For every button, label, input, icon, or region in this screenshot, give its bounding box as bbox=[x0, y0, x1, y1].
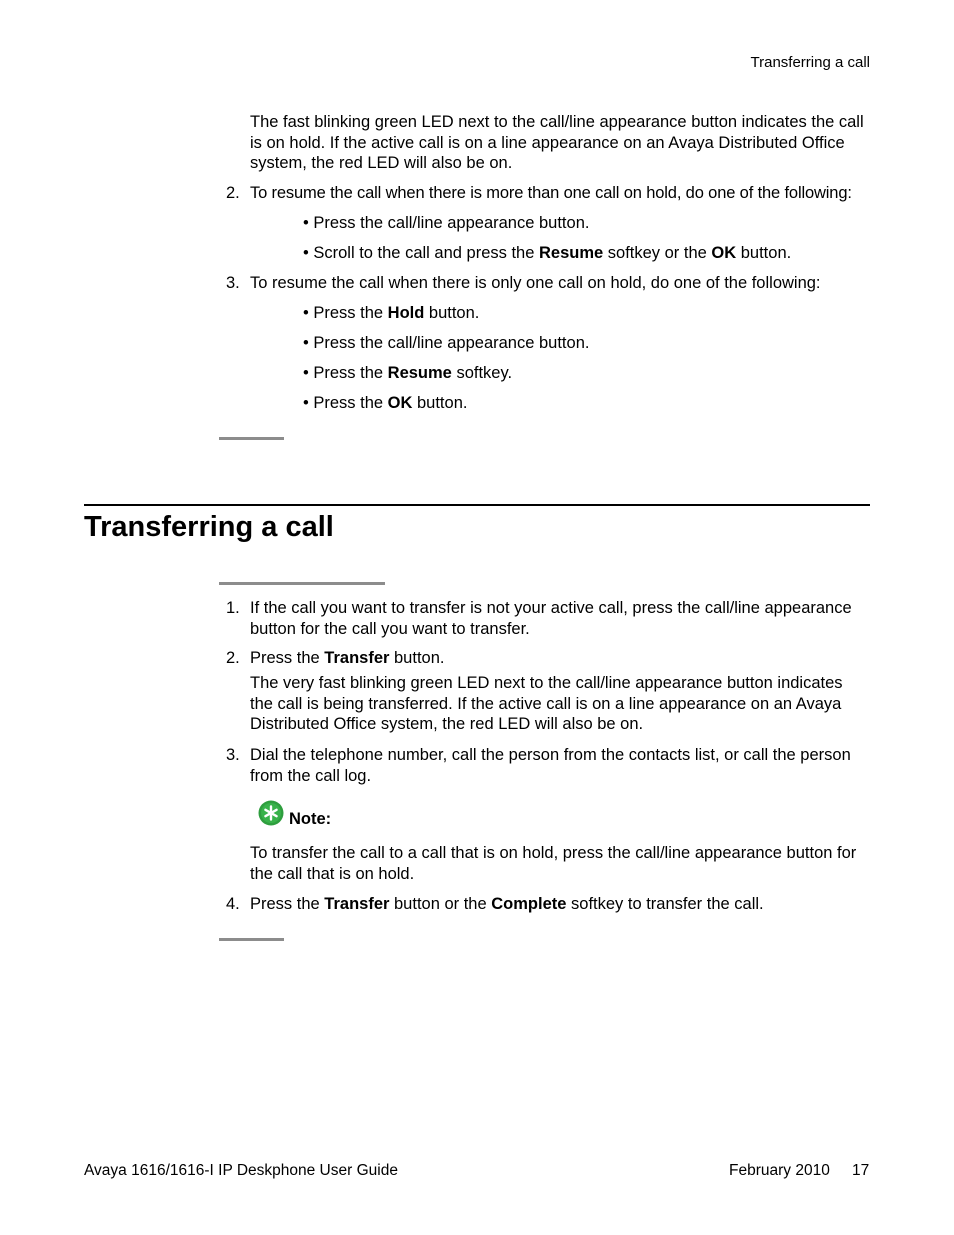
bullet-item: • Press the call/line appearance button. bbox=[303, 334, 590, 352]
bullet-item: • Press the Hold button. bbox=[303, 304, 480, 322]
bullet-item: • Scroll to the call and press the Resume softkey or the OK button. bbox=[303, 244, 792, 262]
step-text: To resume the call when there is more than one call on hold, do one of the following: bbox=[250, 184, 852, 202]
step-text: If the call you want to transfer is not your active call, press the call/line appearance button for the call you want to transfer. bbox=[250, 599, 852, 638]
footer-doc-title: Avaya 1616/1616-I IP Deskphone User Guide bbox=[84, 1162, 398, 1179]
step-number: 2. bbox=[226, 184, 240, 202]
bullet-item: • Press the OK button. bbox=[303, 394, 468, 412]
note-label: Note: bbox=[289, 810, 332, 828]
step-text: To resume the call when there is only one call on hold, do one of the following: bbox=[250, 274, 821, 292]
step-number: 3. bbox=[226, 746, 240, 764]
section-title: Transferring a call bbox=[84, 511, 334, 543]
note-text: To transfer the call to a call that is on hold, press the call/line appearance button for the call that is on hold. bbox=[250, 844, 857, 883]
bullet-item: • Press the call/line appearance button. bbox=[303, 214, 590, 232]
running-header: Transferring a call bbox=[750, 54, 870, 71]
procedure-end-rule bbox=[219, 437, 284, 440]
section-divider bbox=[84, 504, 870, 506]
hold-led-paragraph: The fast blinking green LED next to the call/line appearance button indicates the call is on hold. If the active call is on a line appearance on an Avaya Distributed Office system, the red LED will also be on. bbox=[250, 113, 864, 172]
bullet-item: • Press the Resume softkey. bbox=[303, 364, 513, 382]
step-text: Press the Transfer button or the Complete softkey to transfer the call. bbox=[250, 895, 764, 913]
step-text: Dial the telephone number, call the person from the contacts list, or call the person from the call log. bbox=[250, 746, 851, 785]
step-number: 3. bbox=[226, 274, 240, 292]
step-number: 4. bbox=[226, 895, 240, 913]
footer-page-number: 17 bbox=[852, 1162, 870, 1179]
procedure-end-rule bbox=[219, 938, 284, 941]
step-number: 1. bbox=[226, 599, 240, 617]
step-number: 2. bbox=[226, 649, 240, 667]
note-icon bbox=[258, 800, 284, 826]
procedure-start-rule bbox=[219, 582, 385, 585]
step-detail: The very fast blinking green LED next to the call/line appearance button indicates the call is being transferred. If the active call is on a line appearance on an Avaya Distributed Office system, the red LED will also be on. bbox=[250, 674, 843, 733]
step-text: Press the Transfer button. bbox=[250, 649, 445, 667]
footer-date: February 2010 bbox=[729, 1162, 830, 1179]
